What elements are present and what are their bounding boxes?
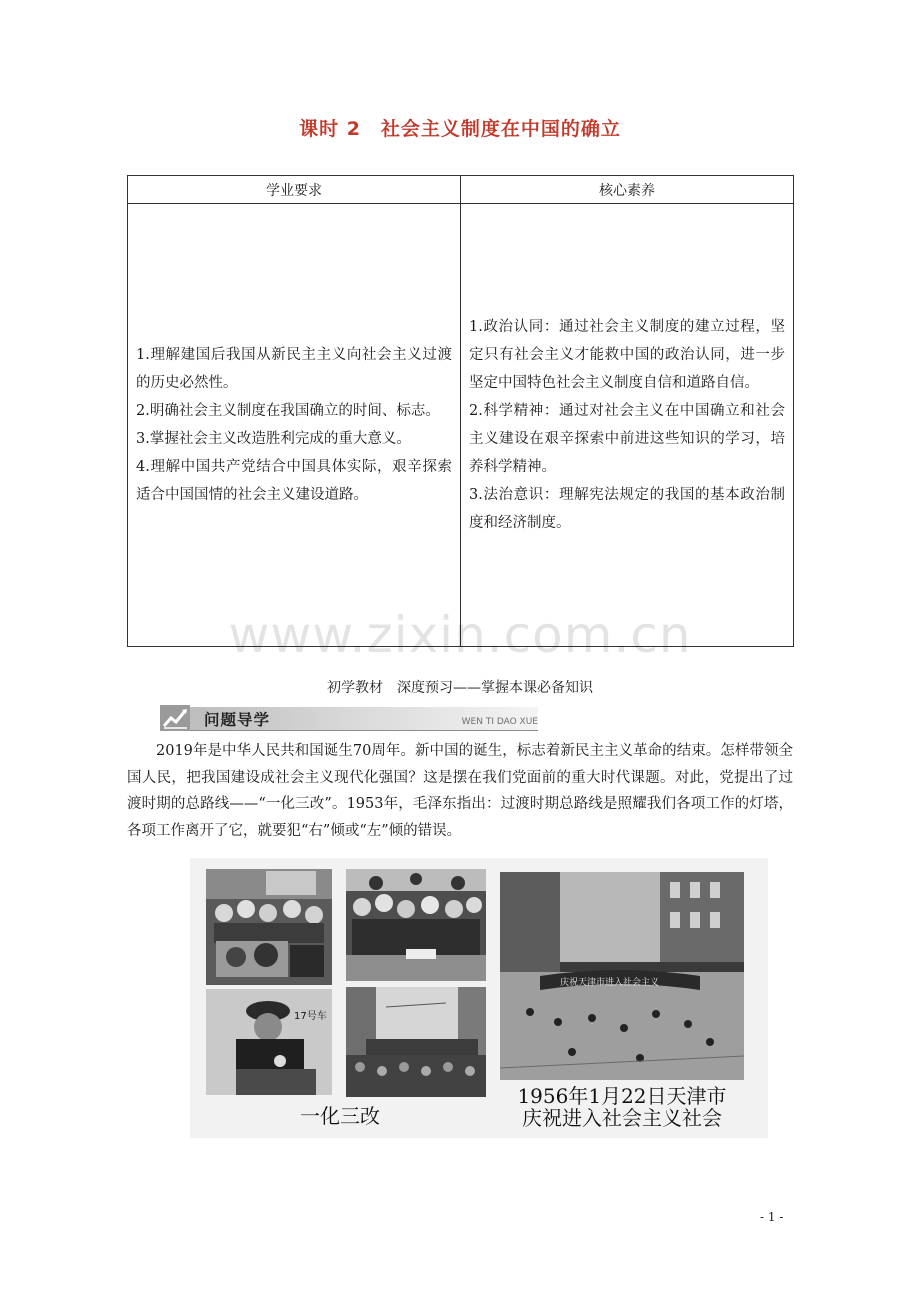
page-number: - 1 - [760, 1210, 784, 1224]
literacy-cell [461, 204, 794, 647]
craftsman-photo [206, 989, 332, 1095]
requirements-table [127, 175, 794, 647]
requirement-item: 4.理解中国共产党结合中国具体实际，艰辛探索适合中国国情的社会主义建设道路。 [136, 459, 452, 503]
caption-tianjin-line-1: 1956年1月22日天津市 [517, 1084, 727, 1108]
tianjin-celebration-photo [500, 872, 744, 1080]
requirement-item: 3.掌握社会主义改造胜利完成的重大意义。 [136, 431, 411, 447]
caption-one-transformation-three-reforms: 一化三改 [300, 1104, 380, 1128]
question-guide-banner [158, 703, 538, 733]
watermark: www.zixin.com.cn [228, 606, 692, 664]
literacy-item: 2.科学精神：通过对社会主义在中国确立和社会主义建设在艰辛探索中前进这些知识的学习，培养科学精神。 [469, 403, 785, 475]
banner-pinyin: WEN TI DAO XUE [461, 717, 538, 727]
requirements-cell [128, 204, 461, 647]
literacy-item: 3.法治意识：理解宪法规定的我国的基本政治制度和经济制度。 [469, 487, 785, 531]
requirement-item: 1.理解建国后我国从新民主主义向社会主义过渡的历史必然性。 [136, 347, 452, 391]
header-academic-requirements: 学业要求 [128, 176, 461, 204]
photo-mark-parade-banner: 庆祝天津市进入社会主义 [560, 978, 660, 988]
crowd-at-counter-photo [346, 869, 486, 981]
parade-banner-photo [346, 987, 486, 1097]
trend-chart-icon [158, 703, 192, 733]
section-heading: 初学教材 深度预习——掌握本课必备知识 [327, 680, 593, 696]
photo-mark-bus-17: 17号车 [294, 1011, 327, 1022]
header-core-literacy: 核心素养 [461, 176, 794, 204]
caption-tianjin-line-2: 庆祝进入社会主义社会 [522, 1106, 722, 1130]
lesson-title: 课时 2 社会主义制度在中国的确立 [299, 118, 621, 140]
requirement-item: 2.明确社会主义制度在我国确立的时间、标志。 [136, 403, 440, 419]
historical-photo-collage [190, 858, 768, 1138]
intro-paragraph: 2019年是中华人民共和国诞生70周年。新中国的诞生，标志着新民主主义革命的结束。怎样带领全国人民，把我国建设成社会主义现代化强国？这是摆在我们党面前的重大时代课题。对此，党提出了过渡时期的总路线——“一化三改”。1953年，毛泽东指出：过渡时期总路线是照耀我们各项工作的灯塔，各项工作离开了它，就要犯“右”倾或“左”倾的错误。 [127, 743, 793, 839]
banner-label: 问题导学 [204, 711, 271, 729]
literacy-item: 1.政治认同：通过社会主义制度的建立过程，坚定只有社会主义才能救中国的政治认同，进一步坚定中国特色社会主义制度自信和道路自信。 [469, 319, 785, 391]
factory-workers-photo [206, 869, 332, 985]
